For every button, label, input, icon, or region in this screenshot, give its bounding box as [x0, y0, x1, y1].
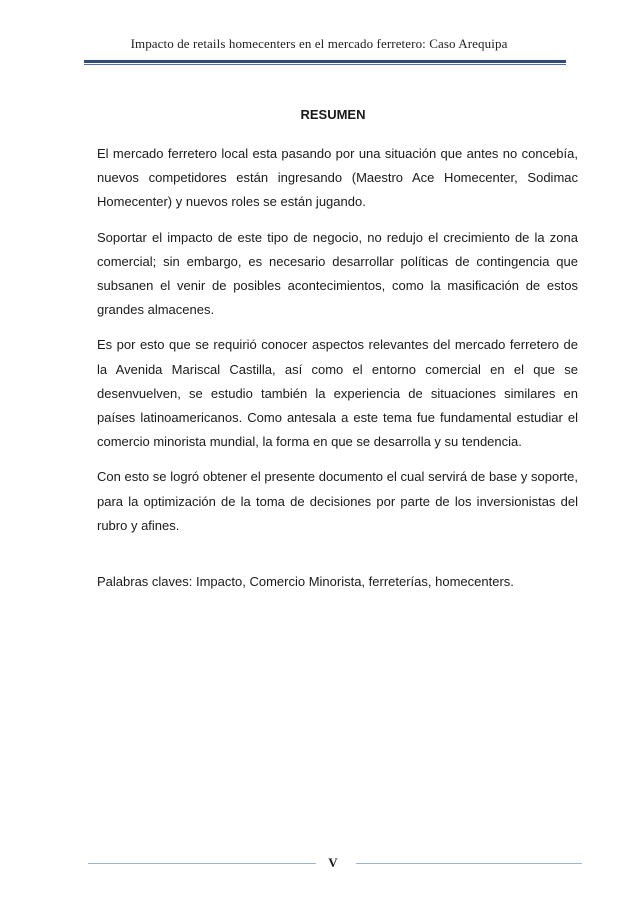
abstract-body	[97, 142, 578, 549]
page-title: RESUMEN	[300, 107, 366, 122]
paragraph: Con esto se logró obtener el presente documento el cual servirá de base y soporte, para la optimización de la toma de decisiones por parte de los inversionistas del rubro y afines.	[97, 469, 578, 533]
header-rule-thin	[84, 64, 566, 65]
keywords: Palabras claves: Impacto, Comercio Minorista, ferreterías, homecenters.	[97, 574, 514, 589]
paragraph: Es por esto que se requirió conocer aspectos relevantes del mercado ferretero de la Avenida Mariscal Castilla, así como el entorno comercial en el que se desenvuelven, se estudio también la experiencia de situaciones similares en países latinoamericanos. Como antesala a este tema fue fundamental estudiar el comercio minorista mundial, la forma en que se desarrolla y su tendencia.	[97, 337, 578, 450]
paragraph: Soportar el impacto de este tipo de negocio, no redujo el crecimiento de la zona comercial; sin embargo, es necesario desarrollar políticas de contingencia que subsanen el venir de posibles acontecimientos, como la masificación de estos grandes almacenes.	[97, 229, 578, 318]
running-header: Impacto de retails homecenters en el mercado ferretero: Caso Arequipa	[130, 36, 508, 51]
header-rule	[84, 60, 566, 63]
page-number: V	[328, 855, 338, 870]
paragraph: El mercado ferretero local esta pasando por una situación que antes no concebía, nuevos competidores están ingresando (Maestro Ace Homecenter, Sodimac Homecenter) y nuevos roles se están jugando.	[97, 146, 578, 210]
footer-rule-right	[356, 863, 582, 864]
